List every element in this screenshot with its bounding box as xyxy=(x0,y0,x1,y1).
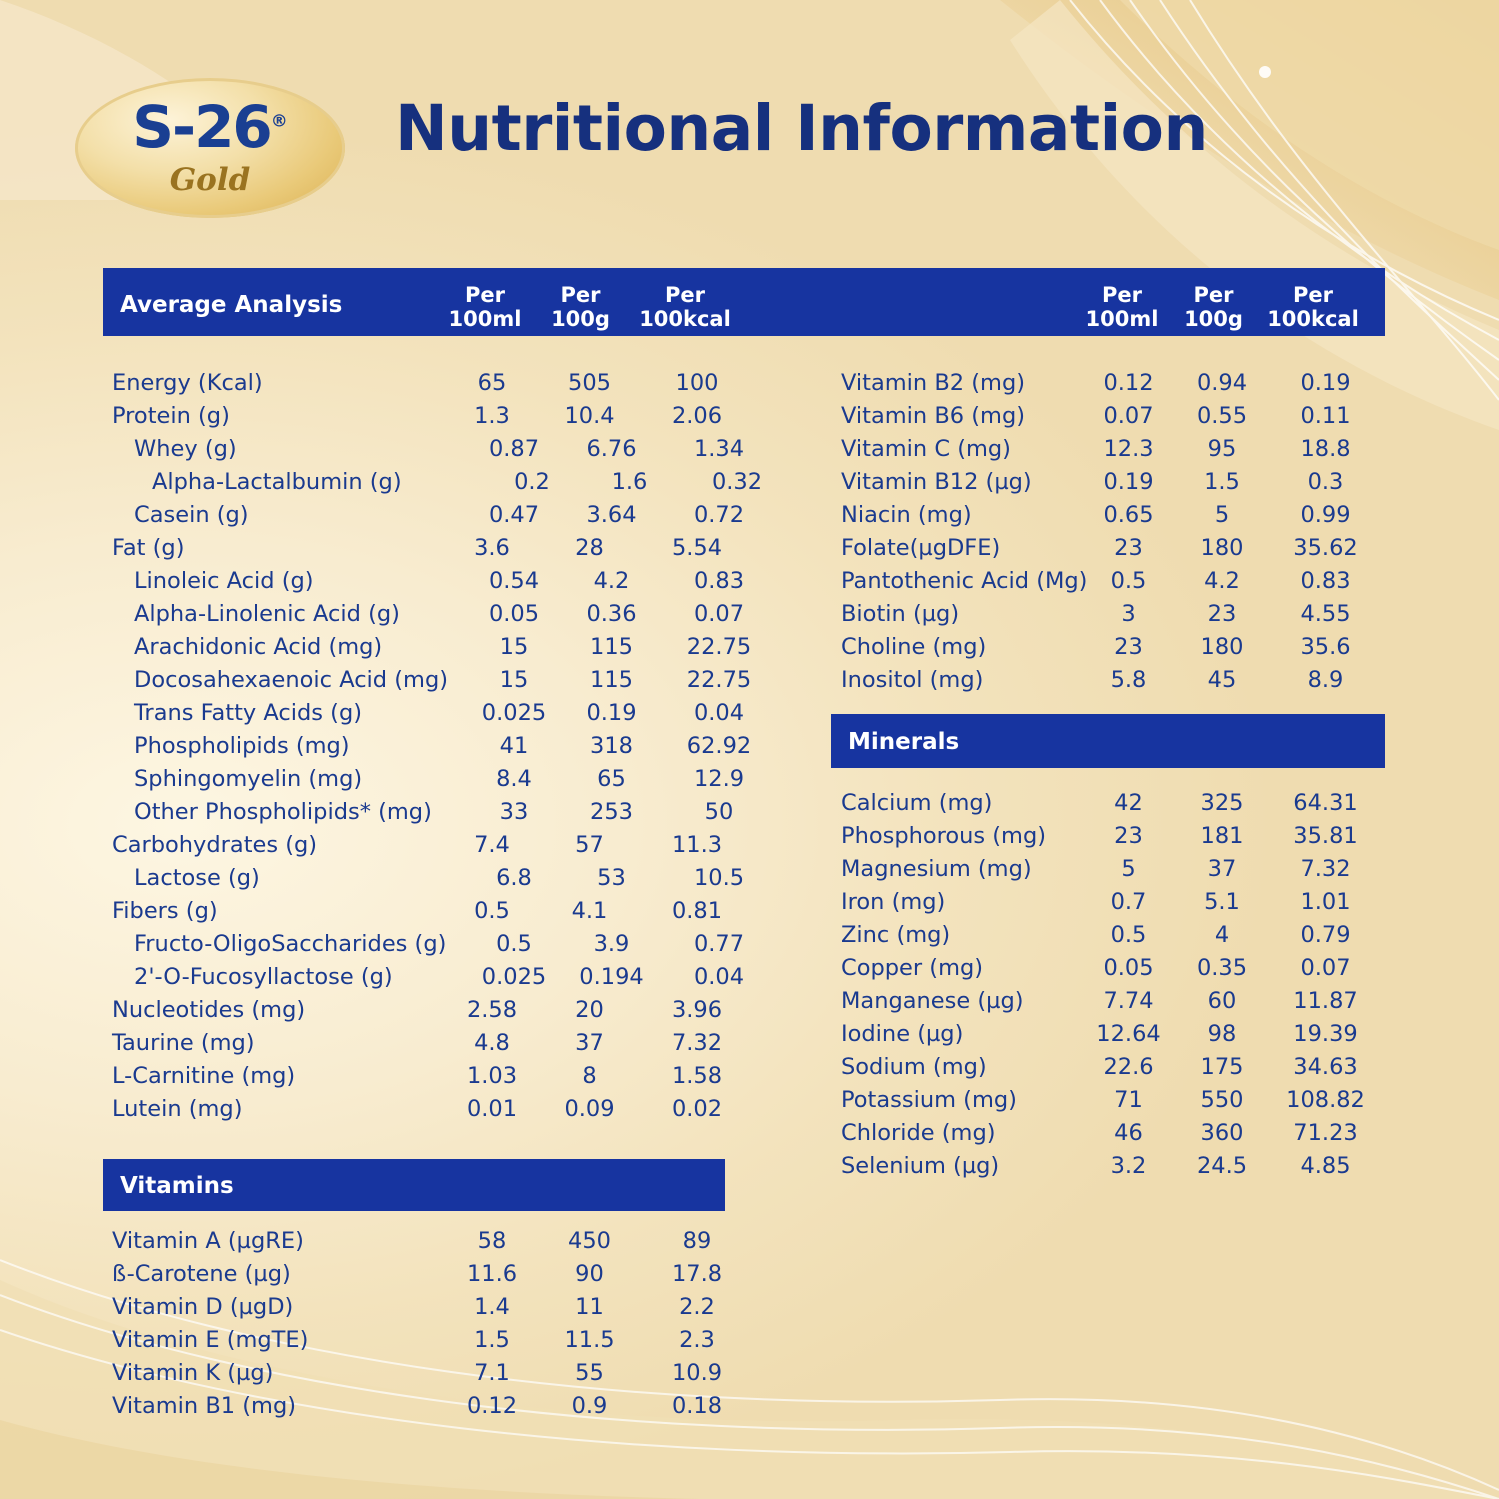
row-label: Selenium (µg) xyxy=(841,1153,1000,1179)
row-value: 11.87 xyxy=(1293,988,1358,1014)
row-value: 12.9 xyxy=(693,766,745,792)
row-value: 0.5 xyxy=(1110,568,1147,594)
row-label: Pantothenic Acid (Mg) xyxy=(841,568,1088,594)
row-value: 64.31 xyxy=(1293,790,1358,816)
row-value: 0.19 xyxy=(586,700,637,726)
row-value: 34.63 xyxy=(1293,1054,1358,1080)
row-label: 2'-O-Fucosyllactose (g) xyxy=(134,964,393,990)
table-row xyxy=(112,634,752,667)
table-row xyxy=(112,568,752,601)
row-value: 11 xyxy=(575,1294,604,1320)
table-row xyxy=(841,889,1386,922)
row-value: 7.74 xyxy=(1103,988,1154,1014)
logo-registered-mark: ® xyxy=(270,111,288,132)
table-row xyxy=(841,790,1386,823)
row-value: 15 xyxy=(499,667,529,693)
row-value: 0.07 xyxy=(1300,955,1351,981)
row-label: Taurine (mg) xyxy=(112,1030,255,1056)
row-label: Copper (mg) xyxy=(841,955,984,981)
row-value: 35.6 xyxy=(1300,634,1351,660)
row-label: Choline (mg) xyxy=(841,634,987,660)
row-value: 24.5 xyxy=(1196,1153,1248,1179)
table-row xyxy=(841,535,1386,568)
row-value: 7.32 xyxy=(1300,856,1351,882)
table-row xyxy=(841,436,1386,469)
table-row xyxy=(112,502,752,535)
table-row xyxy=(112,1096,752,1129)
table-row xyxy=(841,988,1386,1021)
row-value: 0.9 xyxy=(571,1393,608,1419)
table-row xyxy=(112,436,752,469)
row-value: 95 xyxy=(1207,436,1237,462)
row-value: 115 xyxy=(590,634,633,660)
row-value: 1.01 xyxy=(1300,889,1351,915)
table-row xyxy=(112,700,752,733)
row-value: 0.05 xyxy=(488,601,540,627)
row-value: 0.5 xyxy=(474,898,510,924)
row-label: Fibers (g) xyxy=(112,898,218,924)
row-value: 0.025 xyxy=(481,700,547,726)
table-row xyxy=(112,799,752,832)
row-value: 0.7 xyxy=(1110,889,1147,915)
table-row xyxy=(112,469,763,502)
row-value: 5.8 xyxy=(1110,667,1147,693)
table-row xyxy=(841,370,1386,403)
average-analysis-heading: Average Analysis xyxy=(120,292,343,318)
row-value: 1.58 xyxy=(671,1063,723,1089)
row-label: Energy (Kcal) xyxy=(112,370,263,396)
row-value: 50 xyxy=(704,799,734,825)
row-value: 37 xyxy=(575,1030,604,1056)
row-label: Vitamin E (mgTE) xyxy=(112,1327,309,1353)
row-value: 0.65 xyxy=(1103,502,1154,528)
row-value: 28 xyxy=(575,535,604,561)
row-label: Docosahexaenoic Acid (mg) xyxy=(134,667,449,693)
row-value: 175 xyxy=(1200,1054,1244,1080)
row-value: 0.07 xyxy=(693,601,745,627)
row-value: 0.72 xyxy=(693,502,745,528)
table-row xyxy=(841,1054,1386,1087)
table-row xyxy=(112,535,752,568)
row-value: 108.82 xyxy=(1286,1087,1365,1113)
row-value: 4.1 xyxy=(571,898,608,924)
row-value: 0.01 xyxy=(466,1096,518,1122)
row-value: 0.19 xyxy=(1103,469,1154,495)
row-value: 53 xyxy=(597,865,626,891)
row-value: 11.3 xyxy=(671,832,723,858)
row-value: 8.4 xyxy=(496,766,532,792)
row-value: 0.55 xyxy=(1196,403,1248,429)
table-row xyxy=(112,1393,752,1426)
table-row xyxy=(112,1228,752,1261)
row-value: 1.6 xyxy=(611,469,648,495)
row-value: 1.5 xyxy=(474,1327,510,1353)
row-value: 17.8 xyxy=(671,1261,723,1287)
row-label: Trans Fatty Acids (g) xyxy=(134,700,362,726)
row-value: 35.81 xyxy=(1293,823,1358,849)
row-value: 0.07 xyxy=(1103,403,1154,429)
row-label: Phosphorous (mg) xyxy=(841,823,1047,849)
row-label: Vitamin B1 (mg) xyxy=(112,1393,296,1419)
row-value: 71 xyxy=(1114,1087,1143,1113)
row-label: Sodium (mg) xyxy=(841,1054,987,1080)
row-label: Linoleic Acid (g) xyxy=(134,568,314,594)
row-value: 0.81 xyxy=(671,898,723,924)
row-value: 37 xyxy=(1207,856,1237,882)
row-value: 6.8 xyxy=(496,865,532,891)
row-value: 0.3 xyxy=(1307,469,1344,495)
table-row xyxy=(112,1030,752,1063)
row-label: Vitamin K (µg) xyxy=(112,1360,274,1386)
row-value: 8 xyxy=(582,1063,597,1089)
col-header-per-100ml-left: Per 100ml xyxy=(448,283,522,331)
table-row xyxy=(841,1087,1386,1120)
row-value: 100 xyxy=(675,370,719,396)
row-value: 3.96 xyxy=(671,997,723,1023)
table-row xyxy=(841,667,1386,700)
table-row xyxy=(112,370,752,403)
row-value: 22.75 xyxy=(686,667,752,693)
row-value: 2.2 xyxy=(679,1294,715,1320)
table-row xyxy=(841,922,1386,955)
row-value: 55 xyxy=(575,1360,604,1386)
row-value: 1.4 xyxy=(474,1294,510,1320)
row-value: 45 xyxy=(1207,667,1237,693)
row-value: 46 xyxy=(1114,1120,1143,1146)
row-value: 90 xyxy=(575,1261,604,1287)
table-row xyxy=(112,1063,752,1096)
row-value: 0.54 xyxy=(488,568,540,594)
row-value: 11.6 xyxy=(466,1261,518,1287)
row-label: Potassium (mg) xyxy=(841,1087,1017,1113)
row-value: 10.9 xyxy=(671,1360,723,1386)
row-label: Iodine (µg) xyxy=(841,1021,964,1047)
row-value: 15 xyxy=(499,634,529,660)
row-value: 65 xyxy=(597,766,626,792)
row-value: 41 xyxy=(499,733,529,759)
row-label: Iron (mg) xyxy=(841,889,946,915)
row-value: 0.32 xyxy=(711,469,763,495)
row-value: 360 xyxy=(1200,1120,1244,1146)
row-value: 505 xyxy=(568,370,611,396)
row-value: 0.47 xyxy=(488,502,540,528)
row-value: 57 xyxy=(575,832,604,858)
row-value: 20 xyxy=(575,997,604,1023)
row-value: 4.2 xyxy=(593,568,630,594)
row-value: 0.87 xyxy=(488,436,540,462)
table-row xyxy=(112,1360,752,1393)
row-label: Alpha-Linolenic Acid (g) xyxy=(134,601,400,627)
row-value: 35.62 xyxy=(1293,535,1358,561)
row-value: 0.09 xyxy=(564,1096,615,1122)
table-row xyxy=(841,1120,1386,1153)
row-value: 3.9 xyxy=(593,931,630,957)
row-value: 0.5 xyxy=(1110,922,1147,948)
row-value: 4.2 xyxy=(1204,568,1240,594)
row-label: Nucleotides (mg) xyxy=(112,997,306,1023)
table-row xyxy=(112,1327,752,1360)
row-value: 1.03 xyxy=(466,1063,518,1089)
table-row xyxy=(112,733,752,766)
row-label: Vitamin C (mg) xyxy=(841,436,1011,462)
row-value: 0.35 xyxy=(1196,955,1248,981)
table-row xyxy=(112,766,752,799)
row-value: 1.3 xyxy=(474,403,510,429)
logo-subtitle: Gold xyxy=(169,162,251,198)
row-value: 0.11 xyxy=(1300,403,1351,429)
table-row xyxy=(841,403,1386,436)
row-value: 0.12 xyxy=(466,1393,518,1419)
minerals-table xyxy=(841,790,1386,1186)
row-value: 62.92 xyxy=(686,733,752,759)
row-value: 65 xyxy=(477,370,507,396)
row-value: 0.99 xyxy=(1300,502,1351,528)
row-value: 4.8 xyxy=(474,1030,510,1056)
table-row xyxy=(841,568,1386,601)
table-row xyxy=(841,469,1386,502)
row-value: 0.05 xyxy=(1103,955,1154,981)
table-row xyxy=(112,898,752,931)
row-value: 23 xyxy=(1207,601,1237,627)
table-row xyxy=(841,502,1386,535)
row-label: Vitamin B12 (µg) xyxy=(841,469,1032,495)
row-label: ß-Carotene (µg) xyxy=(112,1261,291,1287)
row-label: Biotin (µg) xyxy=(841,601,960,627)
row-label: Vitamin B2 (mg) xyxy=(841,370,1025,396)
table-row xyxy=(112,931,752,964)
row-value: 115 xyxy=(590,667,633,693)
row-value: 33 xyxy=(499,799,529,825)
row-label: Vitamin D (µgD) xyxy=(112,1294,294,1320)
row-value: 11.5 xyxy=(564,1327,615,1353)
table-row xyxy=(112,667,752,700)
row-value: 0.83 xyxy=(693,568,745,594)
row-value: 0.79 xyxy=(1300,922,1351,948)
table-row xyxy=(112,997,752,1030)
table-row xyxy=(841,634,1386,667)
row-value: 1.5 xyxy=(1204,469,1240,495)
col-header-per-100ml-right: Per 100ml xyxy=(1085,283,1159,331)
row-value: 0.025 xyxy=(481,964,547,990)
table-row xyxy=(112,601,752,634)
row-value: 0.04 xyxy=(693,964,745,990)
row-label: Lutein (mg) xyxy=(112,1096,243,1122)
row-label: Whey (g) xyxy=(134,436,237,462)
row-value: 98 xyxy=(1207,1021,1237,1047)
row-value: 3 xyxy=(1121,601,1136,627)
row-value: 8.9 xyxy=(1307,667,1344,693)
row-value: 19.39 xyxy=(1293,1021,1358,1047)
row-value: 450 xyxy=(568,1228,611,1254)
col-header-per-100kcal-left: Per 100kcal xyxy=(639,283,731,331)
row-value: 4 xyxy=(1214,922,1230,948)
row-value: 23 xyxy=(1114,634,1143,660)
row-value: 2.58 xyxy=(466,997,518,1023)
row-value: 12.64 xyxy=(1096,1021,1161,1047)
col-header-per-100g-right: Per 100g xyxy=(1184,283,1243,331)
row-value: 0.2 xyxy=(514,469,550,495)
row-value: 42 xyxy=(1114,790,1143,816)
row-value: 7.1 xyxy=(474,1360,510,1386)
row-value: 550 xyxy=(1200,1087,1244,1113)
brand-logo xyxy=(75,78,345,218)
table-row xyxy=(112,865,752,898)
row-label: Alpha-Lactalbumin (g) xyxy=(152,469,402,495)
row-label: Vitamin A (µgRE) xyxy=(112,1228,304,1254)
row-label: Other Phospholipids* (mg) xyxy=(134,799,432,825)
row-value: 181 xyxy=(1200,823,1244,849)
row-value: 0.02 xyxy=(671,1096,723,1122)
row-value: 0.18 xyxy=(671,1393,723,1419)
row-value: 325 xyxy=(1200,790,1244,816)
row-label: Lactose (g) xyxy=(134,865,260,891)
row-value: 3.64 xyxy=(586,502,637,528)
row-value: 60 xyxy=(1207,988,1237,1014)
row-value: 10.4 xyxy=(564,403,615,429)
row-value: 6.76 xyxy=(586,436,637,462)
row-value: 0.04 xyxy=(693,700,745,726)
row-value: 5 xyxy=(1214,502,1230,528)
row-label: L-Carnitine (mg) xyxy=(112,1063,296,1089)
row-value: 0.19 xyxy=(1300,370,1351,396)
row-value: 180 xyxy=(1200,535,1244,561)
table-row xyxy=(112,403,752,436)
row-label: Phospholipids (mg) xyxy=(134,733,350,759)
table-row xyxy=(112,1294,752,1327)
row-label: Niacin (mg) xyxy=(841,502,972,528)
row-value: 0.12 xyxy=(1103,370,1154,396)
row-label: Folate(µgDFE) xyxy=(841,535,1001,561)
average-analysis-table xyxy=(112,370,763,1129)
row-value: 12.3 xyxy=(1103,436,1154,462)
col-header-per-100g-left: Per 100g xyxy=(551,283,610,331)
table-row xyxy=(841,601,1386,634)
row-label: Arachidonic Acid (mg) xyxy=(134,634,383,660)
page-title: Nutritional Information xyxy=(395,92,1208,165)
row-value: 18.8 xyxy=(1300,436,1351,462)
row-value: 0.194 xyxy=(579,964,644,990)
row-label: Vitamin B6 (mg) xyxy=(841,403,1025,429)
row-value: 5 xyxy=(1121,856,1136,882)
logo-name: S-26 xyxy=(132,93,271,161)
row-label: Carbohydrates (g) xyxy=(112,832,318,858)
row-value: 318 xyxy=(590,733,633,759)
row-label: Sphingomyelin (mg) xyxy=(134,766,363,792)
row-label: Manganese (µg) xyxy=(841,988,1024,1014)
row-value: 10.5 xyxy=(693,865,745,891)
vitamins-table-right xyxy=(841,370,1386,700)
table-row xyxy=(112,964,752,997)
row-value: 23 xyxy=(1114,535,1143,561)
row-value: 2.06 xyxy=(671,403,723,429)
row-value: 7.32 xyxy=(671,1030,723,1056)
row-value: 2.3 xyxy=(679,1327,715,1353)
row-label: Chloride (mg) xyxy=(841,1120,996,1146)
row-label: Fructo-OligoSaccharides (g) xyxy=(134,931,447,957)
row-value: 4.85 xyxy=(1300,1153,1351,1179)
row-label: Zinc (mg) xyxy=(841,922,951,948)
table-row xyxy=(841,856,1386,889)
row-value: 1.34 xyxy=(693,436,745,462)
row-label: Inositol (mg) xyxy=(841,667,984,693)
row-value: 5.1 xyxy=(1204,889,1240,915)
row-value: 0.77 xyxy=(693,931,745,957)
table-row xyxy=(112,832,752,865)
logo-wordmark xyxy=(75,93,345,161)
row-label: Fat (g) xyxy=(112,535,185,561)
vitamins-table-left xyxy=(112,1228,752,1426)
table-row xyxy=(841,955,1386,988)
minerals-heading: Minerals xyxy=(848,729,960,755)
table-row xyxy=(841,1153,1386,1186)
row-label: Magnesium (mg) xyxy=(841,856,1032,882)
row-value: 7.4 xyxy=(474,832,510,858)
row-label: Protein (g) xyxy=(112,403,230,429)
row-value: 58 xyxy=(477,1228,507,1254)
vitamins-heading: Vitamins xyxy=(120,1173,234,1199)
row-value: 0.94 xyxy=(1196,370,1248,396)
table-row xyxy=(112,1261,752,1294)
row-value: 3.6 xyxy=(474,535,510,561)
row-value: 23 xyxy=(1114,823,1143,849)
row-value: 89 xyxy=(682,1228,712,1254)
col-header-per-100kcal-right: Per 100kcal xyxy=(1267,283,1359,331)
row-value: 0.36 xyxy=(586,601,637,627)
table-row xyxy=(841,1021,1386,1054)
row-value: 4.55 xyxy=(1300,601,1351,627)
row-value: 5.54 xyxy=(671,535,723,561)
table-row xyxy=(841,823,1386,856)
row-value: 22.75 xyxy=(686,634,752,660)
row-value: 71.23 xyxy=(1293,1120,1358,1146)
row-value: 180 xyxy=(1200,634,1244,660)
row-value: 22.6 xyxy=(1103,1054,1154,1080)
row-value: 0.83 xyxy=(1300,568,1351,594)
row-value: 253 xyxy=(590,799,633,825)
row-label: Calcium (mg) xyxy=(841,790,993,816)
row-value: 0.5 xyxy=(496,931,532,957)
row-label: Casein (g) xyxy=(134,502,249,528)
row-value: 3.2 xyxy=(1110,1153,1147,1179)
